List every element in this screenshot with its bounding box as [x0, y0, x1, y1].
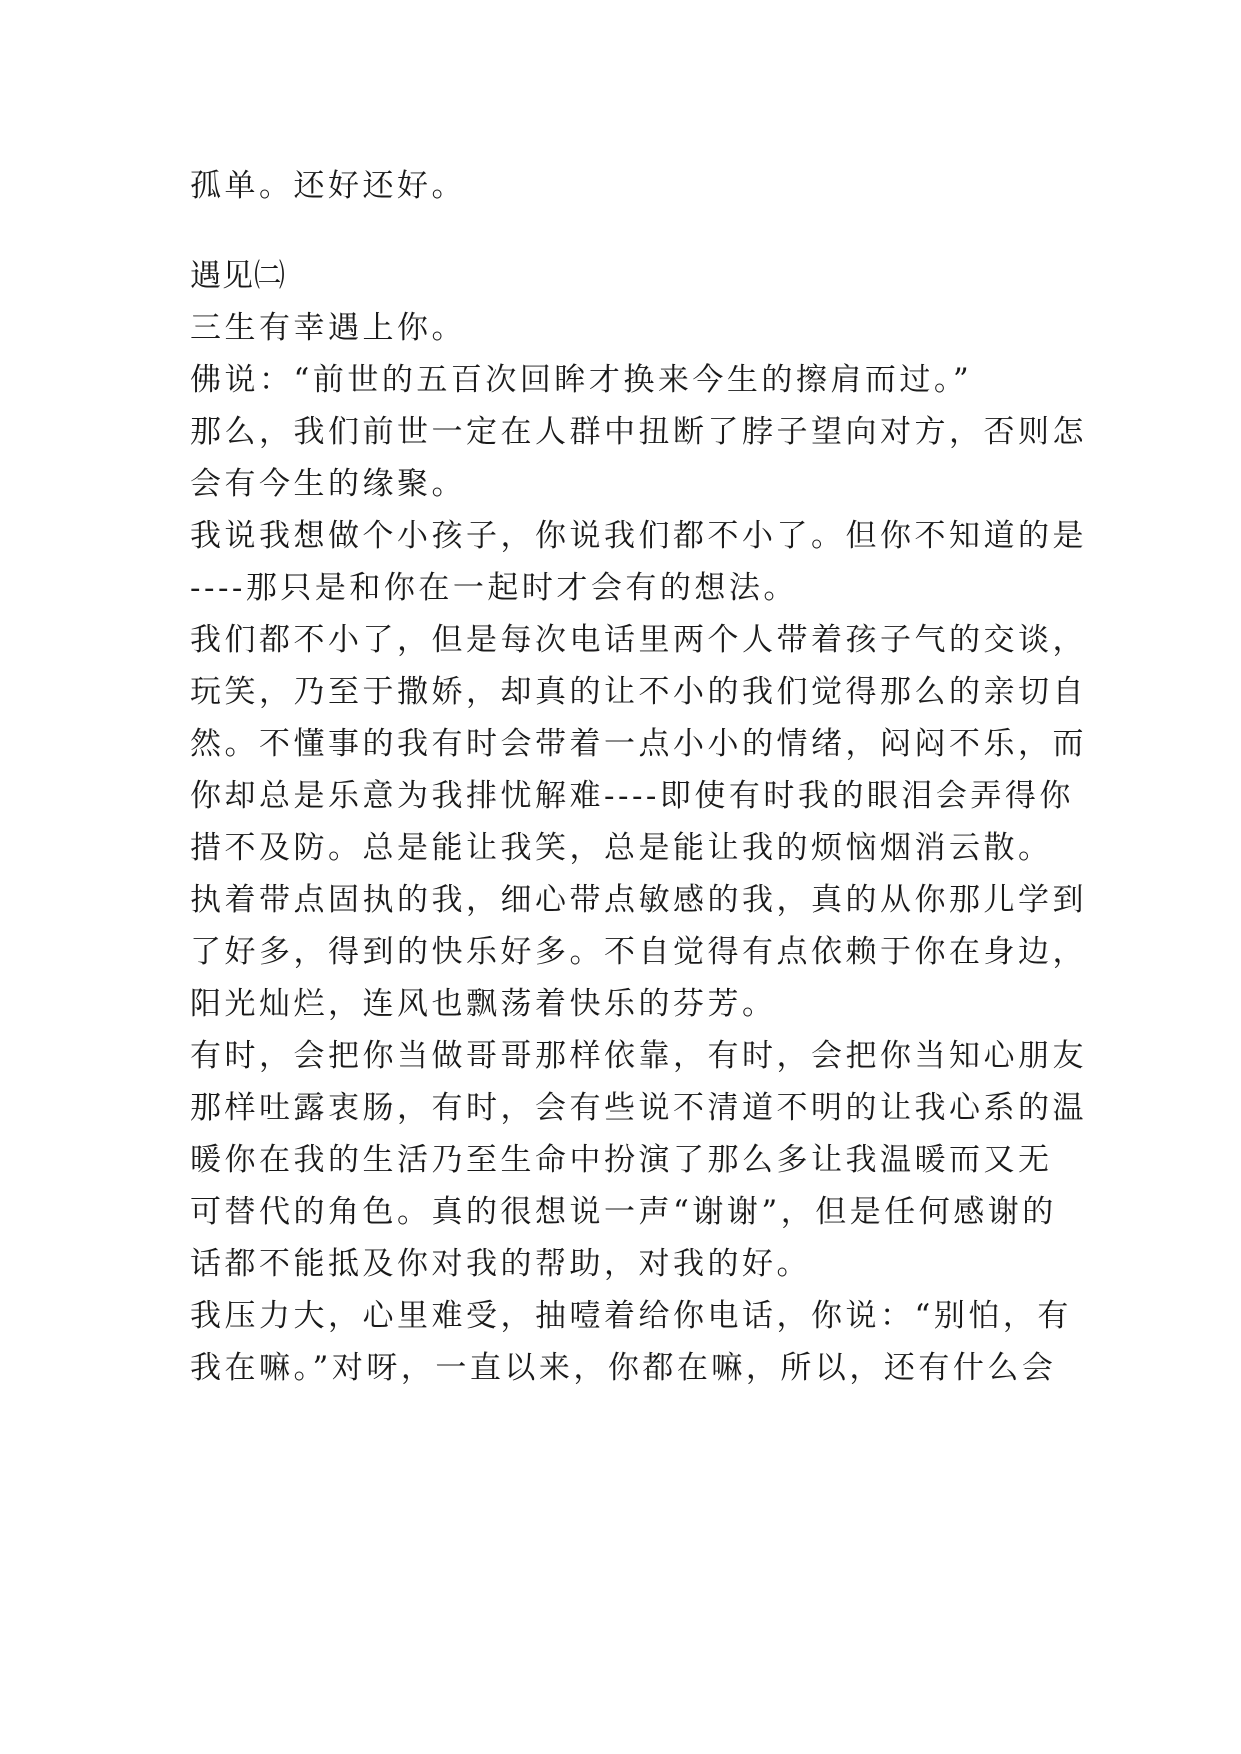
- text-line: 佛说：“前世的五百次回眸才换来今生的擦肩而过。”: [190, 362, 973, 398]
- text-line: 话都不能抵及你对我的帮助，对我的好。: [190, 1246, 811, 1282]
- text-line: 然。不懂事的我有时会带着一点小小的情绪，闷闷不乐，而: [190, 726, 1087, 762]
- text-line: 三生有幸遇上你。: [190, 310, 466, 346]
- text-line: 措不及防。总是能让我笑，总是能让我的烦恼烟消云散。: [190, 830, 1053, 866]
- text-line: ----那只是和你在一起时才会有的想法。: [190, 570, 798, 606]
- text-line: 那么，我们前世一定在人群中扭断了脖子望向对方，否则怎: [190, 414, 1087, 450]
- text-line: 阳光灿烂，连风也飘荡着快乐的芬芳。: [190, 986, 777, 1022]
- text-line: 了好多，得到的快乐好多。不自觉得有点依赖于你在身边，: [190, 934, 1087, 970]
- text-line: 我在嘛。”对呀，一直以来，你都在嘛，所以，还有什么会: [190, 1350, 1057, 1386]
- text-line: 会有今生的缘聚。: [190, 466, 466, 502]
- text-line: 那样吐露衷肠，有时，会有些说不清道不明的让我心系的温: [190, 1090, 1087, 1126]
- text-line: 我们都不小了，但是每次电话里两个人带着孩子气的交谈，: [190, 622, 1087, 658]
- text-line: 可替代的角色。真的很想说一声“谢谢”，但是任何感谢的: [190, 1194, 1057, 1230]
- text-line: 我压力大，心里难受，抽噎着给你电话，你说：“别怕，有: [190, 1298, 1072, 1334]
- text-line: 我说我想做个小孩子，你说我们都不小了。但你不知道的是: [190, 518, 1087, 554]
- section-heading: 遇见㈡: [190, 258, 286, 294]
- text-line: 有时，会把你当做哥哥那样依靠，有时，会把你当知心朋友: [190, 1038, 1087, 1074]
- text-line: 孤单。还好还好。: [190, 168, 466, 204]
- text-line: 玩笑，乃至于撒娇，却真的让不小的我们觉得那么的亲切自: [190, 674, 1087, 710]
- text-line: 执着带点固执的我，细心带点敏感的我，真的从你那儿学到: [190, 882, 1087, 918]
- text-line: 暖你在我的生活乃至生命中扮演了那么多让我温暖而又无: [190, 1142, 1053, 1178]
- text-line: 你却总是乐意为我排忧解难----即使有时我的眼泪会弄得你: [190, 778, 1074, 814]
